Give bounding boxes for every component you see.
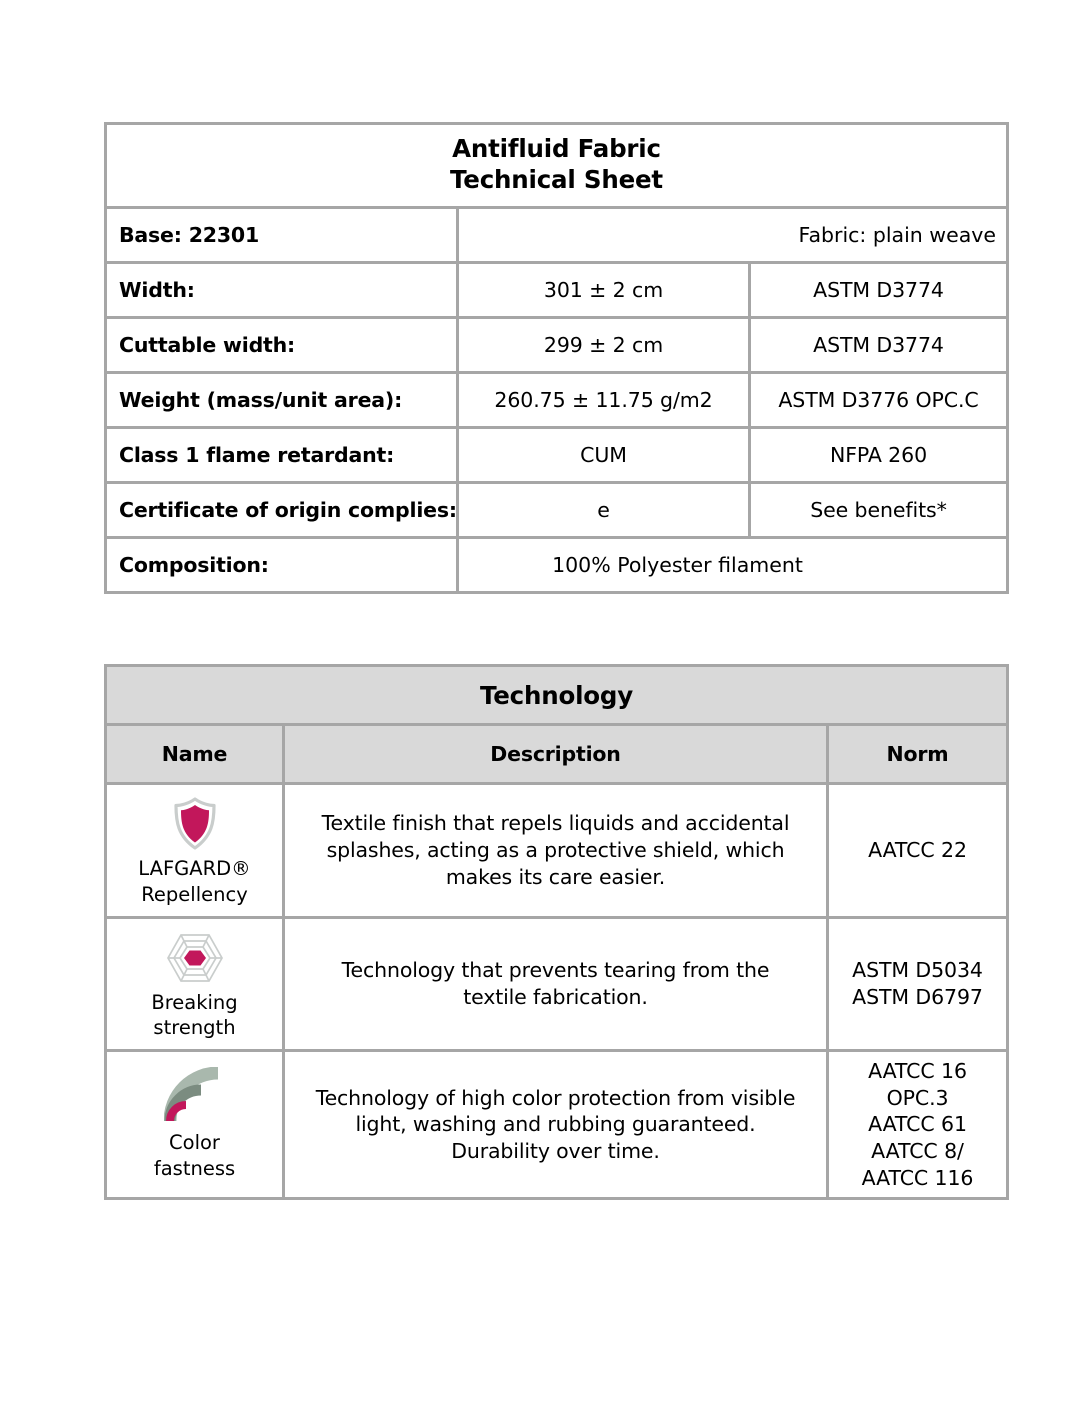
spec-norm-width: ASTM D3774 <box>750 262 1008 317</box>
technology-banner: Technology <box>106 666 1008 725</box>
tech-description-repellency <box>284 784 828 918</box>
spec-value-weight: 260.75 ± 11.75 g/m2 <box>458 372 750 427</box>
table-row <box>106 372 1008 427</box>
spec-norm-flame-retardant: NFPA 260 <box>750 427 1008 482</box>
technology-table <box>104 664 1009 1200</box>
tech-norm-color-fastness <box>828 1051 1008 1199</box>
tech-name-repellency <box>106 784 284 918</box>
tech-description-color-fastness <box>284 1051 828 1199</box>
desc-line: makes its care easier. <box>445 864 666 889</box>
spec-label-weight: Weight (mass/unit area): <box>106 372 458 427</box>
tech-name-line-1: Color <box>169 1131 220 1155</box>
spec-label-cuttable-width: Cuttable width: <box>106 317 458 372</box>
norm-line: AATCC 22 <box>868 837 967 862</box>
table-row <box>106 427 1008 482</box>
table-row <box>106 917 1008 1051</box>
desc-line: Textile finish that repels liquids and accidental <box>321 811 790 836</box>
spec-label-flame-retardant: Class 1 flame retardant: <box>106 427 458 482</box>
norm-line: AATCC 8/ <box>871 1139 964 1164</box>
spec-label-base: Base: 22301 <box>106 207 458 262</box>
spec-value-flame-retardant: CUM <box>458 427 750 482</box>
norm-line: AATCC 116 <box>861 1165 974 1190</box>
norm-line: ASTM D6797 <box>852 984 983 1009</box>
tech-name-breaking-strength <box>106 917 284 1051</box>
desc-line: textile fabrication. <box>463 984 648 1009</box>
spec-value-composition: 100% Polyester filament <box>458 537 1008 592</box>
spec-value-cuttable-width: 299 ± 2 cm <box>458 317 750 372</box>
table-row <box>106 207 1008 262</box>
specifications-table <box>104 122 1009 594</box>
table-row <box>106 1051 1008 1199</box>
spec-norm-certificate-origin: See benefits* <box>750 482 1008 537</box>
desc-line: light, washing and rubbing guaranteed. <box>355 1112 756 1137</box>
tech-description-breaking-strength <box>284 917 828 1051</box>
table-row <box>106 666 1008 725</box>
table-row <box>106 262 1008 317</box>
spec-value-width: 301 ± 2 cm <box>458 262 750 317</box>
tech-name-line-1: Breaking <box>151 990 238 1014</box>
norm-line: ASTM D5034 <box>852 958 983 983</box>
column-header-norm: Norm <box>828 725 1008 784</box>
spec-label-certificate-origin: Certificate of origin complies: <box>106 482 458 537</box>
table-row <box>106 124 1008 208</box>
spec-label-composition: Composition: <box>106 537 458 592</box>
title-line-2: Technical Sheet <box>450 164 663 194</box>
table-row <box>106 317 1008 372</box>
color-arcs-icon <box>164 1067 226 1129</box>
title-line-1: Antifluid Fabric <box>452 134 661 163</box>
tech-name-color-fastness <box>106 1051 284 1199</box>
desc-line: Technology of high color protection from visible <box>315 1085 796 1110</box>
spec-label-width: Width: <box>106 262 458 317</box>
spec-norm-weight: ASTM D3776 OPC.C <box>750 372 1008 427</box>
tech-name-line-2: strength <box>153 1016 236 1040</box>
table-row <box>106 784 1008 918</box>
column-header-name: Name <box>106 725 284 784</box>
tech-norm-repellency <box>828 784 1008 918</box>
norm-line: AATCC 16 <box>868 1059 967 1084</box>
spec-norm-cuttable-width: ASTM D3774 <box>750 317 1008 372</box>
norm-line: AATCC 61 <box>868 1112 967 1137</box>
page-title <box>106 124 1008 208</box>
table-row <box>106 482 1008 537</box>
desc-line: splashes, acting as a protective shield, which <box>326 837 785 862</box>
tech-name-line-1: LAFGARD® <box>138 857 251 880</box>
norm-line: OPC.3 <box>886 1085 949 1110</box>
desc-line: Durability over time. <box>451 1139 660 1164</box>
desc-line: Technology that prevents tearing from the <box>341 958 770 983</box>
spec-value-certificate-origin: e <box>458 482 750 537</box>
table-row <box>106 537 1008 592</box>
tech-name-line-2: fastness <box>153 1157 236 1181</box>
spec-norm-base: Fabric: plain weave <box>458 207 1008 262</box>
column-header-description: Description <box>284 725 828 784</box>
tech-name-line-2: Repellency <box>141 882 248 906</box>
table-header-row <box>106 725 1008 784</box>
hexagon-mesh-icon <box>164 927 226 989</box>
shield-icon <box>164 793 226 855</box>
tech-norm-breaking-strength <box>828 917 1008 1051</box>
